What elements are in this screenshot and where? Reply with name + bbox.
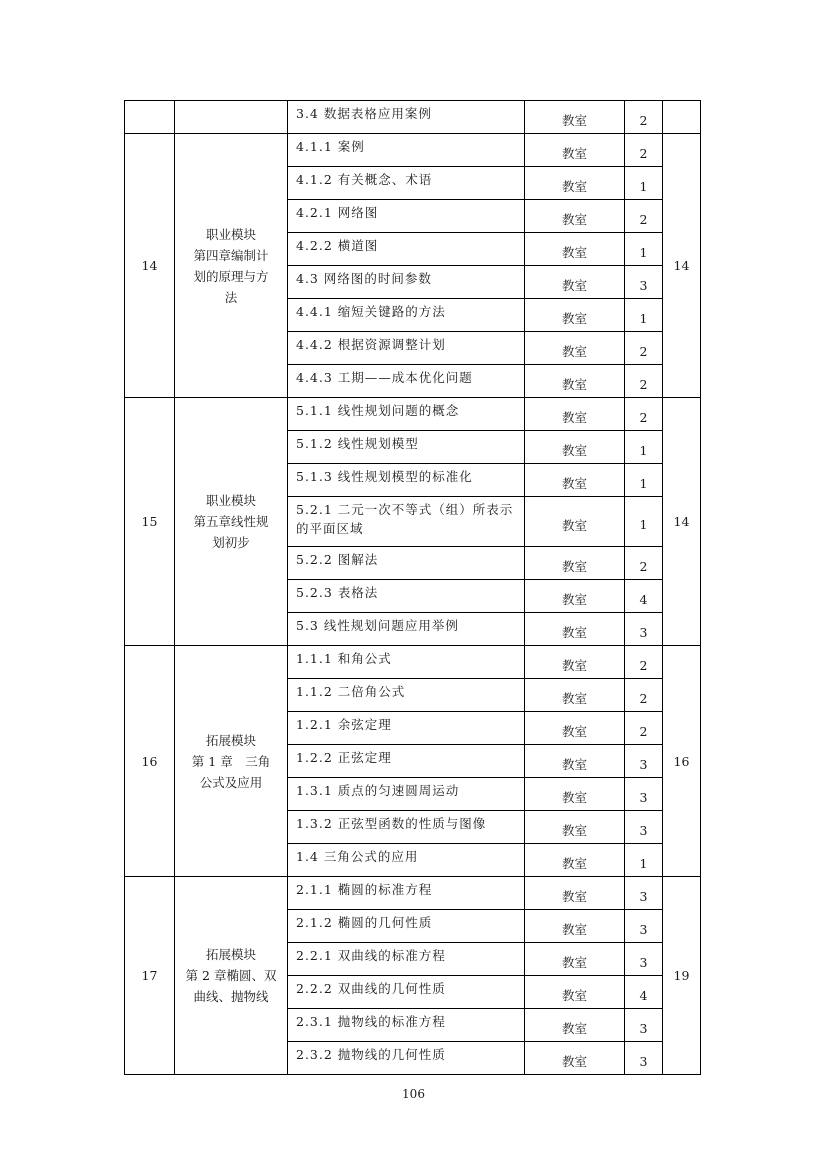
topic-cell: 5.1.1 线性规划问题的概念 bbox=[288, 398, 525, 431]
table-row bbox=[125, 101, 701, 134]
location-cell: 教室 bbox=[525, 332, 625, 365]
location-cell: 教室 bbox=[525, 266, 625, 299]
hours-cell: 4 bbox=[625, 976, 663, 1009]
location-cell: 教室 bbox=[525, 745, 625, 778]
topic-cell: 5.2.3 表格法 bbox=[288, 580, 525, 613]
hours-cell: 1 bbox=[625, 167, 663, 200]
location-cell: 教室 bbox=[525, 1009, 625, 1042]
location-cell: 教室 bbox=[525, 167, 625, 200]
location-cell: 教室 bbox=[525, 877, 625, 910]
module-line: 拓展模块 bbox=[205, 732, 256, 748]
hours-cell: 2 bbox=[625, 679, 663, 712]
module-line: 第五章线性规 bbox=[193, 514, 269, 529]
total-hours-cell: 19 bbox=[663, 877, 701, 1075]
topic-cell: 4.3 网络图的时间参数 bbox=[288, 266, 525, 299]
location-cell: 教室 bbox=[525, 101, 625, 134]
hours-cell: 3 bbox=[625, 1009, 663, 1042]
topic-cell: 2.3.1 抛物线的标准方程 bbox=[288, 1009, 525, 1042]
hours-cell: 3 bbox=[625, 910, 663, 943]
topic-cell: 1.4 三角公式的应用 bbox=[288, 844, 525, 877]
location-cell: 教室 bbox=[525, 1042, 625, 1075]
module-line: 第 1 章 三角 bbox=[191, 753, 271, 769]
module-line: 职业模块 bbox=[205, 493, 256, 508]
location-cell: 教室 bbox=[525, 134, 625, 167]
hours-cell: 3 bbox=[625, 943, 663, 976]
hours-cell: 3 bbox=[625, 778, 663, 811]
module-line: 法 bbox=[224, 289, 238, 305]
topic-cell: 1.2.2 正弦定理 bbox=[288, 745, 525, 778]
group-number-cell: 15 bbox=[125, 398, 175, 646]
total-hours-cell: 14 bbox=[663, 398, 701, 646]
module-line: 公式及应用 bbox=[199, 774, 263, 790]
hours-cell: 1 bbox=[625, 844, 663, 877]
topic-cell: 5.1.3 线性规划模型的标准化 bbox=[288, 464, 525, 497]
hours-cell: 3 bbox=[625, 1042, 663, 1075]
hours-cell: 2 bbox=[625, 646, 663, 679]
hours-cell: 4 bbox=[625, 580, 663, 613]
module-line: 划的原理与方 bbox=[193, 268, 269, 284]
hours-cell: 3 bbox=[625, 266, 663, 299]
module-line: 曲线、抛物线 bbox=[193, 989, 269, 1004]
topic-cell: 2.1.1 椭圆的标准方程 bbox=[288, 877, 525, 910]
table-row bbox=[125, 646, 701, 679]
total-hours-cell: 14 bbox=[663, 134, 701, 398]
location-cell: 教室 bbox=[525, 464, 625, 497]
topic-cell: 4.4.3 工期——成本优化问题 bbox=[288, 365, 525, 398]
location-cell: 教室 bbox=[525, 943, 625, 976]
module-cell bbox=[175, 877, 288, 1075]
topic-cell: 2.3.2 抛物线的几何性质 bbox=[288, 1042, 525, 1075]
topic-cell: 2.2.1 双曲线的标准方程 bbox=[288, 943, 525, 976]
topic-cell: 5.1.2 线性规划模型 bbox=[288, 431, 525, 464]
total-hours-cell: 16 bbox=[663, 646, 701, 877]
hours-cell: 3 bbox=[625, 613, 663, 646]
schedule-table bbox=[124, 100, 701, 1075]
location-cell: 教室 bbox=[525, 778, 625, 811]
table-row bbox=[125, 398, 701, 431]
location-cell: 教室 bbox=[525, 580, 625, 613]
location-cell: 教室 bbox=[525, 299, 625, 332]
module-line: 职业模块 bbox=[205, 226, 256, 242]
location-cell: 教室 bbox=[525, 547, 625, 580]
hours-cell: 2 bbox=[625, 547, 663, 580]
hours-cell: 1 bbox=[625, 233, 663, 266]
topic-cell: 4.2.1 网络图 bbox=[288, 200, 525, 233]
hours-cell: 2 bbox=[625, 134, 663, 167]
topic-cell: 5.3 线性规划问题应用举例 bbox=[288, 613, 525, 646]
module-line: 第 2 章椭圆、双 bbox=[185, 968, 277, 983]
location-cell: 教室 bbox=[525, 712, 625, 745]
hours-cell: 1 bbox=[625, 299, 663, 332]
topic-cell: 3.4 数据表格应用案例 bbox=[288, 101, 525, 134]
hours-cell: 3 bbox=[625, 745, 663, 778]
topic-cell: 4.1.2 有关概念、术语 bbox=[288, 167, 525, 200]
location-cell: 教室 bbox=[525, 431, 625, 464]
page-number: 106 bbox=[402, 1087, 425, 1101]
table-row bbox=[125, 877, 701, 910]
module-line: 拓展模块 bbox=[205, 947, 256, 962]
group-number-cell: 14 bbox=[125, 134, 175, 398]
location-cell: 教室 bbox=[525, 200, 625, 233]
group-number-cell: 16 bbox=[125, 646, 175, 877]
topic-cell: 4.4.1 缩短关键路的方法 bbox=[288, 299, 525, 332]
module-cell bbox=[175, 398, 288, 646]
location-cell: 教室 bbox=[525, 910, 625, 943]
location-cell: 教室 bbox=[525, 233, 625, 266]
module-line: 划初步 bbox=[212, 535, 250, 550]
group-number-cell: 17 bbox=[125, 877, 175, 1075]
topic-cell: 2.1.2 椭圆的几何性质 bbox=[288, 910, 525, 943]
empty-cell bbox=[175, 101, 288, 134]
location-cell: 教室 bbox=[525, 497, 625, 547]
topic-cell: 1.1.2 二倍角公式 bbox=[288, 679, 525, 712]
empty-cell bbox=[663, 101, 701, 134]
location-cell: 教室 bbox=[525, 398, 625, 431]
hours-cell: 3 bbox=[625, 877, 663, 910]
location-cell: 教室 bbox=[525, 613, 625, 646]
location-cell: 教室 bbox=[525, 844, 625, 877]
module-cell bbox=[175, 134, 288, 398]
location-cell: 教室 bbox=[525, 976, 625, 1009]
hours-cell: 2 bbox=[625, 365, 663, 398]
location-cell: 教室 bbox=[525, 679, 625, 712]
table-row bbox=[125, 134, 701, 167]
topic-cell: 4.1.1 案例 bbox=[288, 134, 525, 167]
hours-cell: 2 bbox=[625, 101, 663, 134]
module-cell bbox=[175, 646, 288, 877]
hours-cell: 2 bbox=[625, 200, 663, 233]
hours-cell: 2 bbox=[625, 398, 663, 431]
location-cell: 教室 bbox=[525, 365, 625, 398]
module-line: 第四章编制计 bbox=[193, 247, 269, 263]
hours-cell: 2 bbox=[625, 712, 663, 745]
location-cell: 教室 bbox=[525, 811, 625, 844]
location-cell: 教室 bbox=[525, 646, 625, 679]
topic-cell: 1.3.2 正弦型函数的性质与图像 bbox=[288, 811, 525, 844]
topic-cell: 5.2.1 二元一次不等式（组）所表示的平面区域 bbox=[288, 497, 525, 547]
topic-cell: 1.3.1 质点的匀速圆周运动 bbox=[288, 778, 525, 811]
hours-cell: 3 bbox=[625, 811, 663, 844]
schedule-table-body bbox=[125, 101, 701, 1075]
hours-cell: 1 bbox=[625, 497, 663, 547]
empty-cell bbox=[125, 101, 175, 134]
hours-cell: 1 bbox=[625, 431, 663, 464]
topic-cell: 1.1.1 和角公式 bbox=[288, 646, 525, 679]
hours-cell: 1 bbox=[625, 464, 663, 497]
topic-cell: 4.2.2 横道图 bbox=[288, 233, 525, 266]
hours-cell: 2 bbox=[625, 332, 663, 365]
topic-cell: 4.4.2 根据资源调整计划 bbox=[288, 332, 525, 365]
topic-cell: 5.2.2 图解法 bbox=[288, 547, 525, 580]
topic-cell: 2.2.2 双曲线的几何性质 bbox=[288, 976, 525, 1009]
topic-cell: 1.2.1 余弦定理 bbox=[288, 712, 525, 745]
